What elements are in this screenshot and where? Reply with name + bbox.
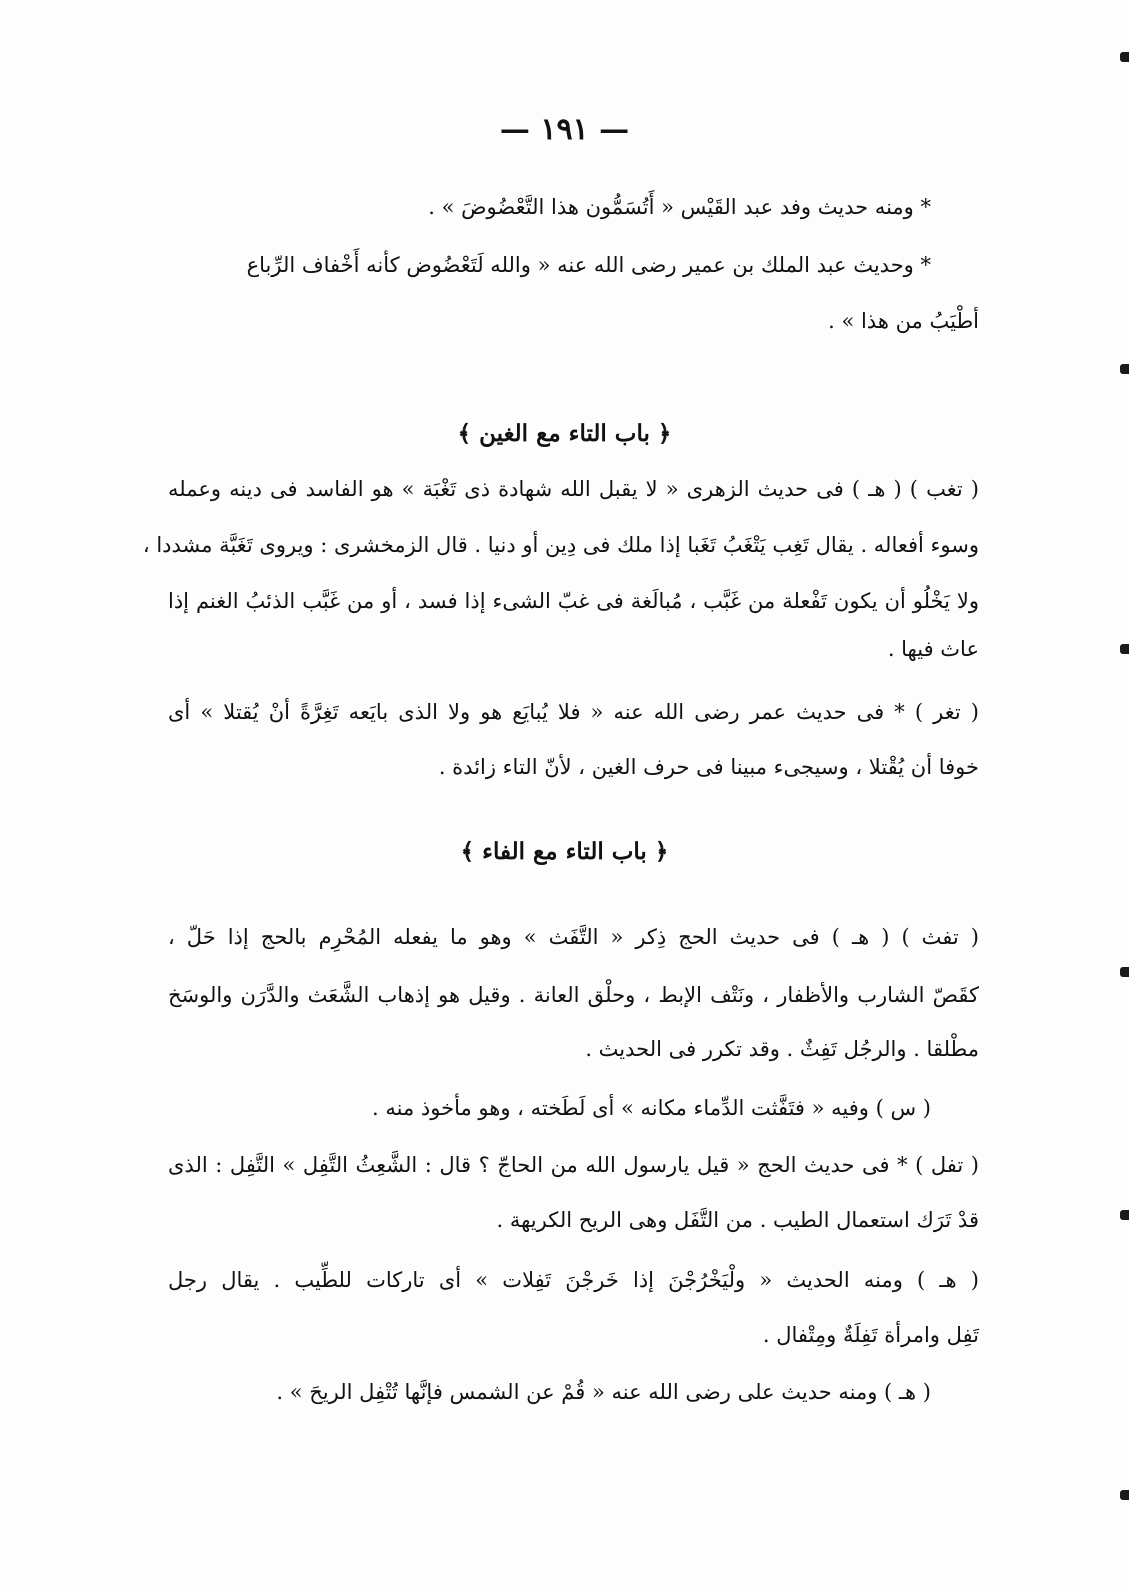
text-line: ( تفث ) ( هـ ) فى حديث الحج ذِكر « التَّفَث » وهو ما يفعله المُحْرِم بالحج إذا حَلّ ، <box>168 925 979 949</box>
text-line: ( هـ ) ومنه حديث على رضى الله عنه « قُمْ عن الشمس فإنَّها تُتْفِل الريحَ » . <box>276 1380 931 1404</box>
text-line: ولا يَخْلُو أن يكون تَفْعلة من غَبَّب ، مُبالَغة فى غبّ الشىء إذا فسد ، أو من غَبَّب الذئبُ الغنم إذا <box>168 589 979 613</box>
text-line: ( هـ ) ومنه الحديث « ولْيَخْرُجْنَ إذا خَرجْنَ تَفِلات » أى تاركات للطِّيب . يقال رجل <box>168 1268 979 1292</box>
text-line: مطْلقا . والرجُل تَفِثٌ . وقد تكرر فى الحديث . <box>585 1037 979 1061</box>
text-line: وسوء أفعاله . يقال تَغِب يَتْغَبُ تَغَبا إذا ملك فى دِين أو دنيا . قال الزمخشرى : ويروى تَغَبَّة مشددا ، <box>142 533 979 557</box>
scan-margin-mark <box>1120 644 1129 654</box>
section-heading: ﴿ باب التاء مع الغين ﴾ <box>457 420 672 447</box>
section-heading: ﴿ باب التاء مع الفاء ﴾ <box>460 838 669 865</box>
text-line: ( س ) وفيه « فتَفَّثت الدِّماء مكانه » أى لَطَخته ، وهو مأخوذ منه . <box>372 1096 931 1120</box>
text-line: عاث فيها . <box>887 637 979 661</box>
text-line: ( تغر ) * فى حديث عمر رضى الله عنه « فلا يُبايَع هو ولا الذى بايَعه تَغِرَّةً أنْ يُقتلا » أى <box>168 700 979 724</box>
scan-margin-mark <box>1120 1210 1129 1220</box>
text-line: كقَصّ الشارب والأظفار ، ونَتْف الإبط ، وحلْق العانة . وقيل هو إذهاب الشَّعَث والدَّرَن والوسَخ <box>168 983 979 1007</box>
scan-margin-mark <box>1120 1490 1129 1500</box>
text-line: خوفا أن يُقْتلا ، وسيجىء مبينا فى حرف الغين ، لأنّ التاء زائدة . <box>438 755 979 779</box>
scan-margin-mark <box>1120 364 1129 374</box>
text-line: أطْيَبُ من هذا » . <box>828 309 979 333</box>
text-line: قدْ تَرَك استعمال الطيب . من التَّفَل وهى الريح الكريهة . <box>496 1208 979 1232</box>
text-line: ( تغب ) ( هـ ) فى حديث الزهرى « لا يقبل الله شهادة ذى تَغْبَة » هو الفاسد فى دينه وعمله <box>168 477 979 501</box>
scan-margin-mark <box>1120 52 1129 62</box>
page-number: — ١٩١ — <box>499 112 630 147</box>
text-line: * ومنه حديث وفد عبد القَيْس « أَتُسَمُّون هذا التَّعْضُوضَ » . <box>428 195 931 219</box>
text-line: ( تفل ) * فى حديث الحج « قيل يارسول الله من الحاجّ ؟ قال : الشَّعِثُ التَّفِل » التَّفِل : الذى <box>168 1153 979 1177</box>
text-line: تَفِل وامرأة تَفِلَةٌ ومِتْفال . <box>762 1323 979 1347</box>
text-line: * وحديث عبد الملك بن عمير رضى الله عنه « والله لَتَعْضُوض كأنه أَخْفاف الرِّباع <box>246 253 931 277</box>
scan-margin-mark <box>1120 967 1129 977</box>
